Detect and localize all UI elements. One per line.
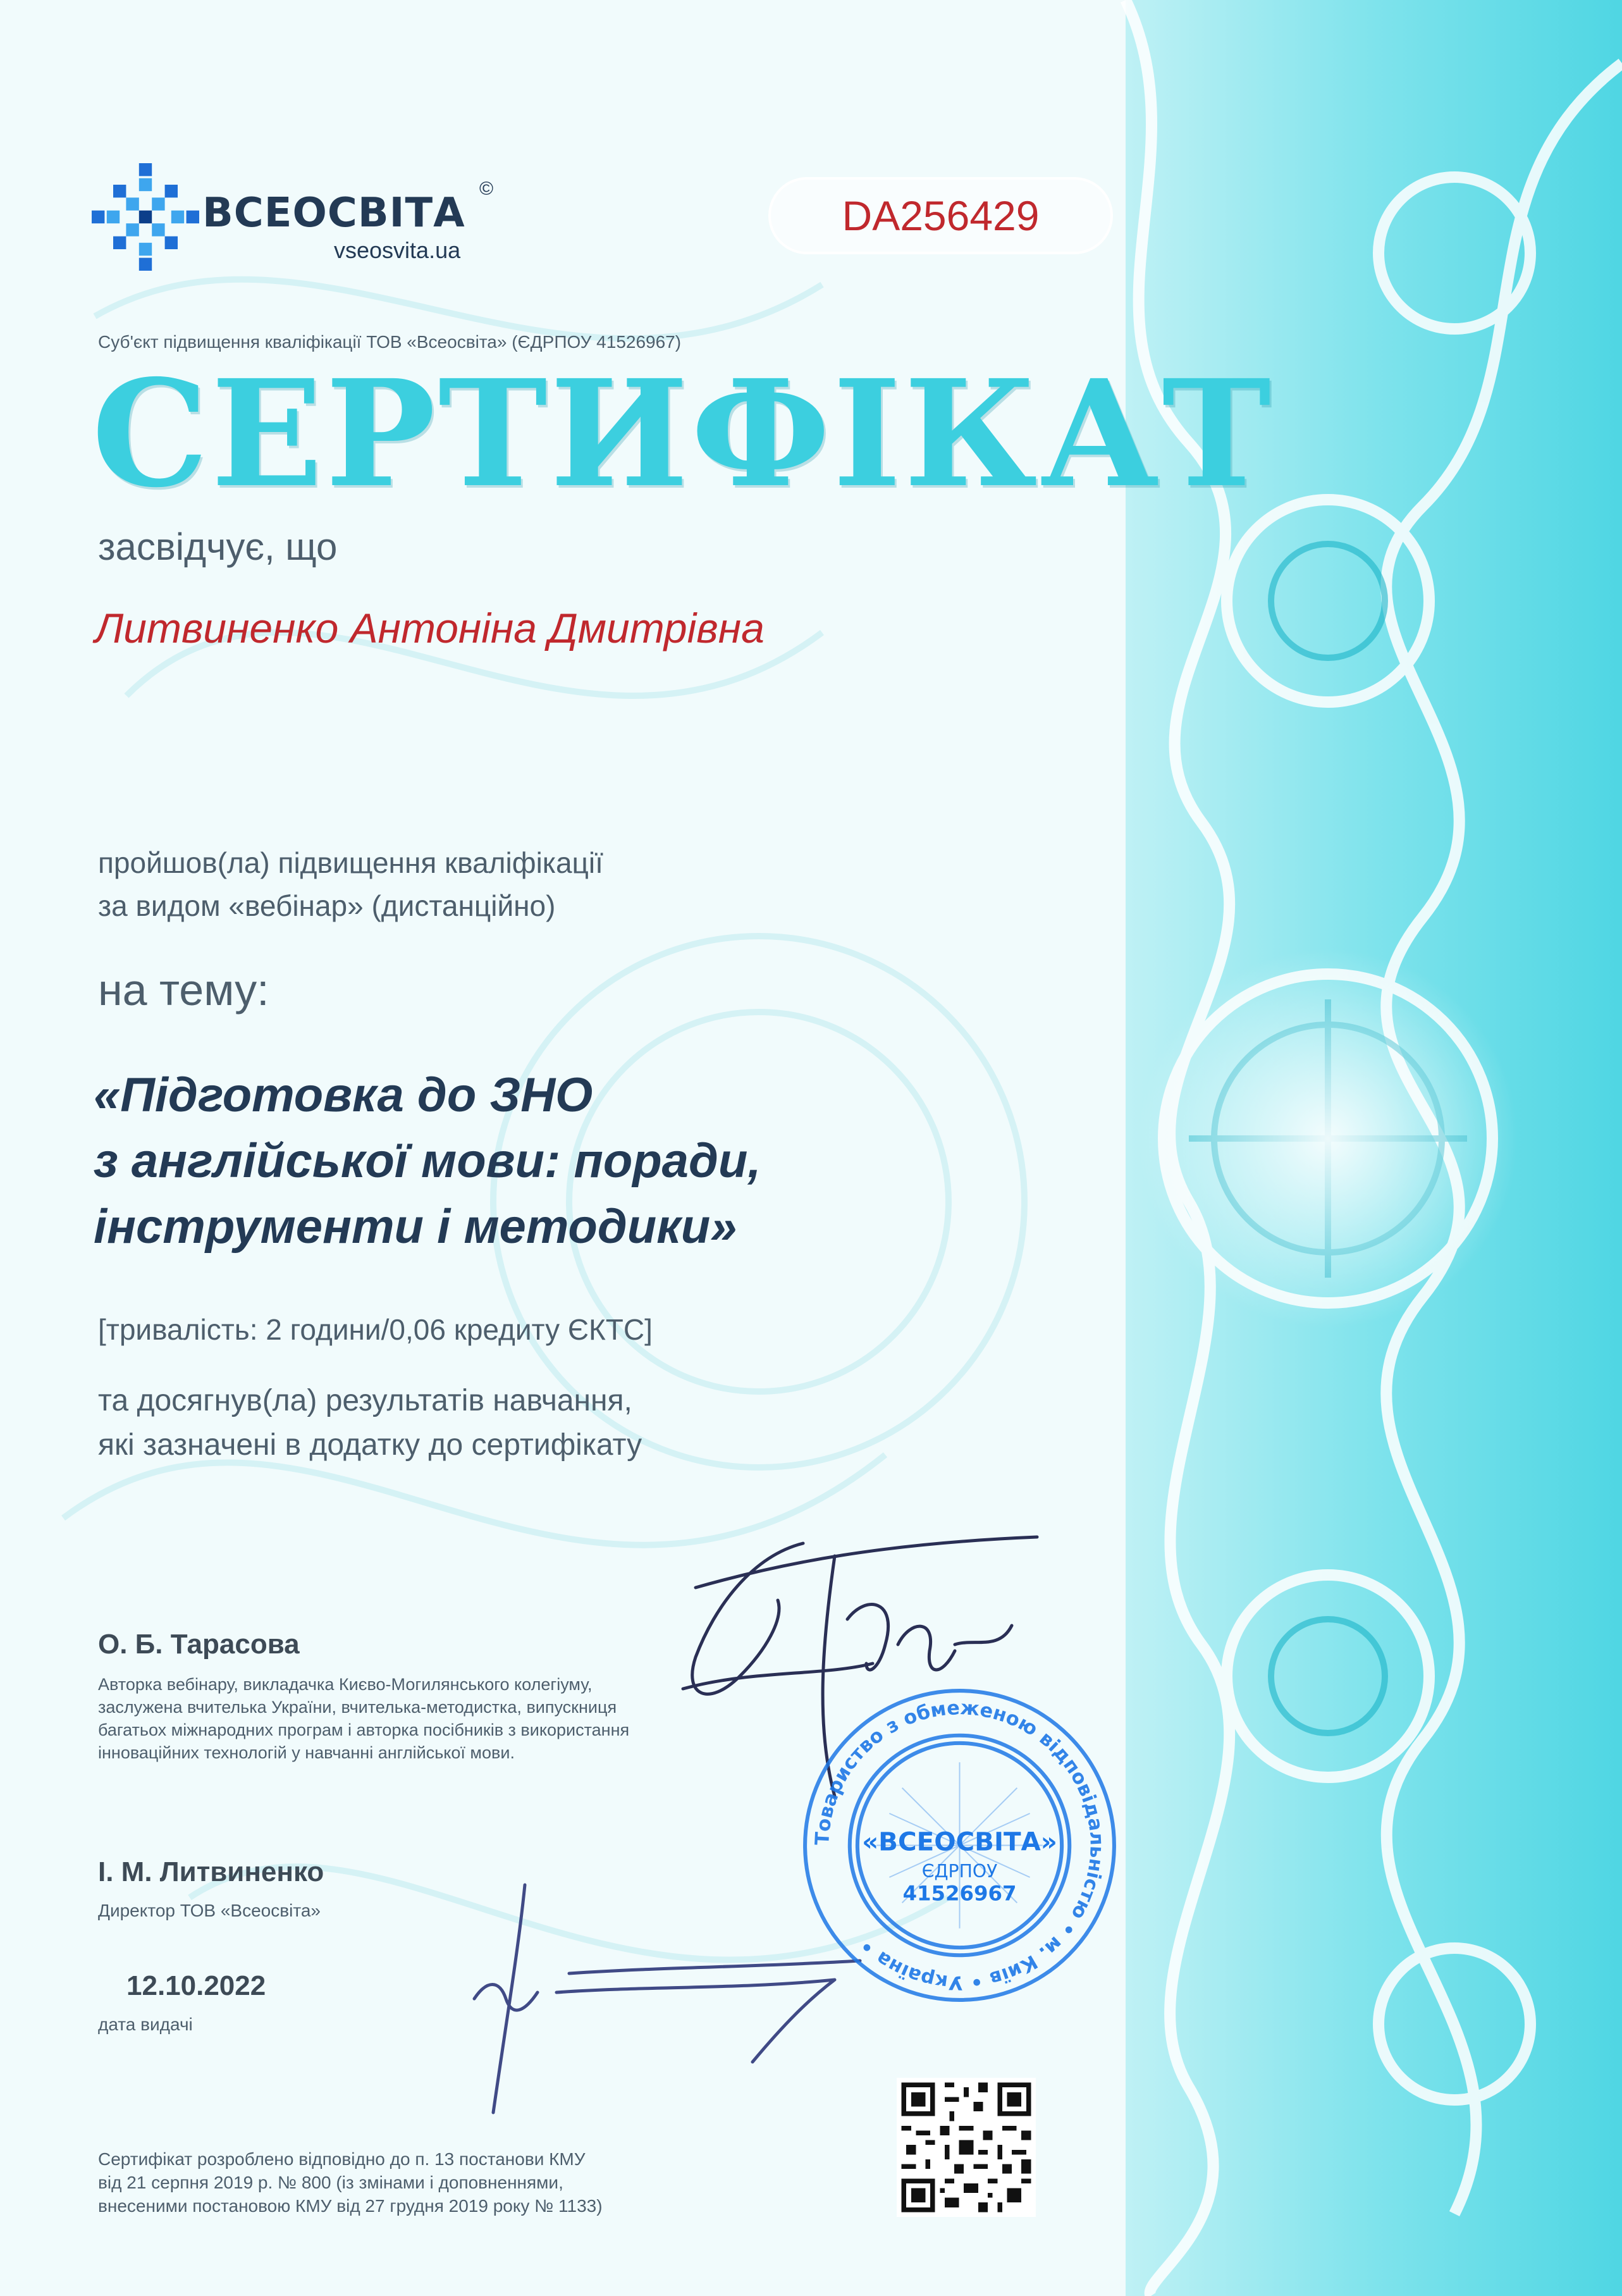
author-desc-line: інноваційних технологій у навчанні англійської мови. [98,1743,515,1762]
issue-date-label: дата видачі [98,2015,193,2034]
director-name: І. М. Литвиненко [98,1856,324,1887]
logo-registered-mark: © [479,178,494,199]
results-text [98,1379,642,1467]
footer-legal-note [98,2147,603,2218]
author-desc-line: багатьох міжнародних програм і авторка посібників з використання [98,1720,630,1739]
subject-line: Суб'єкт підвищення кваліфікації ТОВ «Всеосвіта» (ЄДРПОУ 41526967) [98,332,682,352]
topic-line: «Підготовка до ЗНО [94,1068,593,1122]
footer-line: внесеними постановою КМУ від 27 грудня 2019 року № 1133) [98,2196,603,2216]
stamp-center-name: «ВСЕОСВІТА» [862,1826,1057,1857]
topic-label: на тему: [98,965,269,1015]
certificate-number: DA256429 [768,177,1113,254]
company-stamp [800,1686,1119,2005]
director-description: Директор ТОВ «Всеосвіта» [98,1901,321,1920]
author-desc-line: Авторка вебінару, викладачка Києво-Могилянського колегіуму, [98,1675,593,1694]
stamp-code: 41526967 [902,1881,1017,1906]
issue-date: 12.10.2022 [126,1970,266,2001]
stamp-code-label: ЄДРПОУ [921,1861,998,1882]
footer-line: Сертифікат розроблено відповідно до п. 13 постанови КМУ [98,2149,586,2169]
passed-text [98,841,603,927]
topic-line: з англійської мови: поради, [94,1134,761,1188]
qr-code-icon[interactable] [897,2078,1036,2217]
author-name: О. Б. Тарасова [98,1629,300,1660]
recipient-name: Литвиненко Антоніна Дмитрівна [95,605,765,651]
topic-title [94,1063,761,1260]
stamp-outer-text: Товариство з обмеженою відповідальністю • м. Київ • Україна • [811,1696,1108,1994]
results-line: та досягнув(ла) результатів навчання, [98,1384,632,1417]
duration-text: [тривалість: 2 години/0,06 кредиту ЄКТС] [98,1313,653,1346]
certifies-text: засвідчує, що [98,526,338,568]
author-desc-line: заслужена вчителька України, вчителька-методистка, випускниця [98,1698,617,1717]
logo-name: ВСЕОСВІТА [202,190,465,237]
certificate-title: СЕРТИФІКАТ [92,347,1274,520]
topic-line: інструменти і методики» [94,1200,737,1254]
passed-line: за видом «вебінар» (дистанційно) [98,889,556,922]
vseosvita-logo-icon [92,163,199,271]
logo-url: vseosvita.ua [334,237,461,263]
results-line: які зазначені в додатку до сертифікату [98,1428,642,1462]
author-description [98,1673,629,1764]
footer-line: від 21 серпня 2019 р. № 800 (із змінами і доповненнями, [98,2173,563,2192]
passed-line: пройшов(ла) підвищення кваліфікації [98,846,603,879]
